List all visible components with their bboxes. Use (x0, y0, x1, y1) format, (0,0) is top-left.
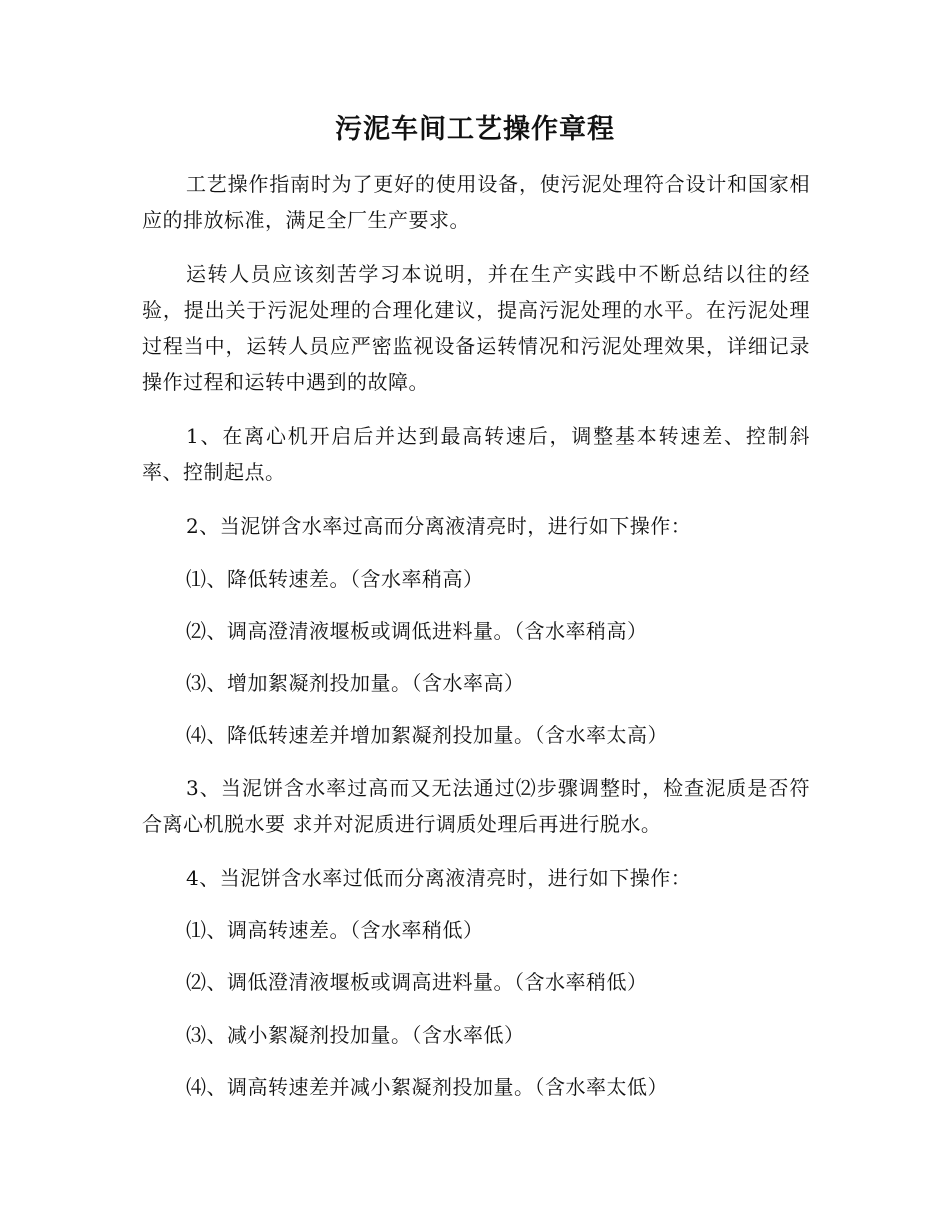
step-2-item-2: ⑵、调高澄清液堰板或调低进料量。（含水率稍高） (186, 619, 648, 643)
step-2-item-4: ⑷、降低转速差并增加絮凝剂投加量。（含水率太高） (186, 723, 668, 747)
step-1-paragraph: 1、在离心机开启后并达到最高转速后，调整基本转速差、控制斜率、控制起点。 (142, 424, 810, 484)
staff-duty-paragraph: 运转人员应该刻苦学习本说明，并在生产实践中不断总结以往的经验，提出关于污泥处理的合理化建议，提高污泥处理的水平。在污泥处理过程当中，运转人员应严密监视设备运转情况和污泥处理效果，详细记录操作过程和运转中遇到的故障。 (142, 262, 810, 394)
document-title: 污泥车间工艺操作章程 (335, 114, 615, 145)
step-2-item-1: ⑴、降低转速差。（含水率稍高） (186, 567, 484, 591)
step-2-item-3: ⑶、增加絮凝剂投加量。（含水率高） (186, 671, 525, 695)
step-4-item-1: ⑴、调高转速差。（含水率稍低） (186, 918, 484, 942)
step-3-paragraph: 3、当泥饼含水率过高而又无法通过⑵步骤调整时，检查泥质是否符合离心机脱水要 求并对泥质进行调质处理后再进行脱水。 (142, 776, 810, 836)
step-4-paragraph: 4、当泥饼含水率过低而分离液清亮时，进行如下操作： (186, 866, 692, 890)
step-4-item-4: ⑷、调高转速差并减小絮凝剂投加量。（含水率太低） (186, 1075, 668, 1099)
intro-paragraph: 工艺操作指南时为了更好的使用设备，使污泥处理符合设计和国家相应的排放标准，满足全厂生产要求。 (142, 172, 810, 232)
step-4-item-2: ⑵、调低澄清液堰板或调高进料量。（含水率稍低） (186, 970, 648, 994)
step-4-item-3: ⑶、减小絮凝剂投加量。（含水率低） (186, 1023, 525, 1047)
step-2-paragraph: 2、当泥饼含水率过高而分离液清亮时，进行如下操作： (186, 514, 692, 538)
